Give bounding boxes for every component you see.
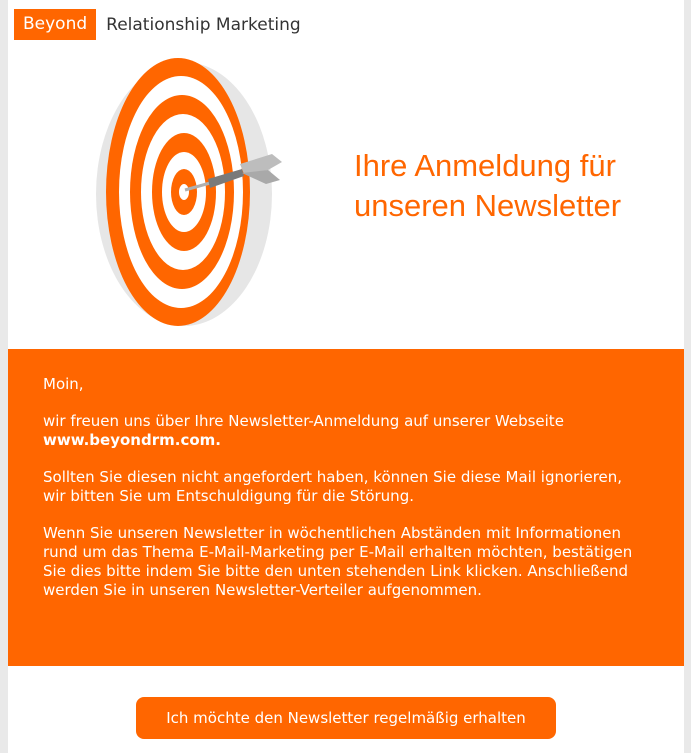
paragraph-ignore: Sollten Sie diesen nicht angefordert haben, können Sie diese Mail ignorieren, wir bitten Sie um Entschuldigung für die Störung.	[43, 468, 623, 505]
message-panel	[8, 349, 684, 666]
brand-logo	[14, 9, 301, 40]
brand-badge: Beyond	[14, 9, 96, 40]
brand-subtitle: Relationship Marketing	[106, 14, 301, 35]
headline-line-2: unseren Newsletter	[354, 188, 622, 223]
dartboard-target-icon	[82, 56, 292, 336]
headline	[354, 146, 674, 226]
message-body	[43, 375, 643, 618]
subscribe-confirm-button[interactable]: Ich möchte den Newsletter regelmäßig erhalten	[136, 697, 556, 739]
email-card	[8, 0, 684, 753]
greeting: Moin,	[43, 375, 84, 393]
headline-line-1: Ihre Anmeldung für	[354, 148, 616, 183]
paragraph-signup-text: wir freuen uns über Ihre Newsletter-Anmeldung auf unserer Webseite	[43, 412, 564, 430]
website-link[interactable]: www.beyondrm.com.	[43, 431, 221, 449]
paragraph-confirm: Wenn Sie unseren Newsletter in wöchentlichen Abständen mit Informationen rund um das Thema E-Mail-Marketing per E-Mail erhalten möchten, bestätigen Sie dies bitte indem Sie bitte den unten stehenden Link klicken. Anschließend werden Sie in unseren Newsletter-Verteiler aufgenommen.	[43, 524, 633, 599]
paragraph-signup	[43, 412, 643, 450]
